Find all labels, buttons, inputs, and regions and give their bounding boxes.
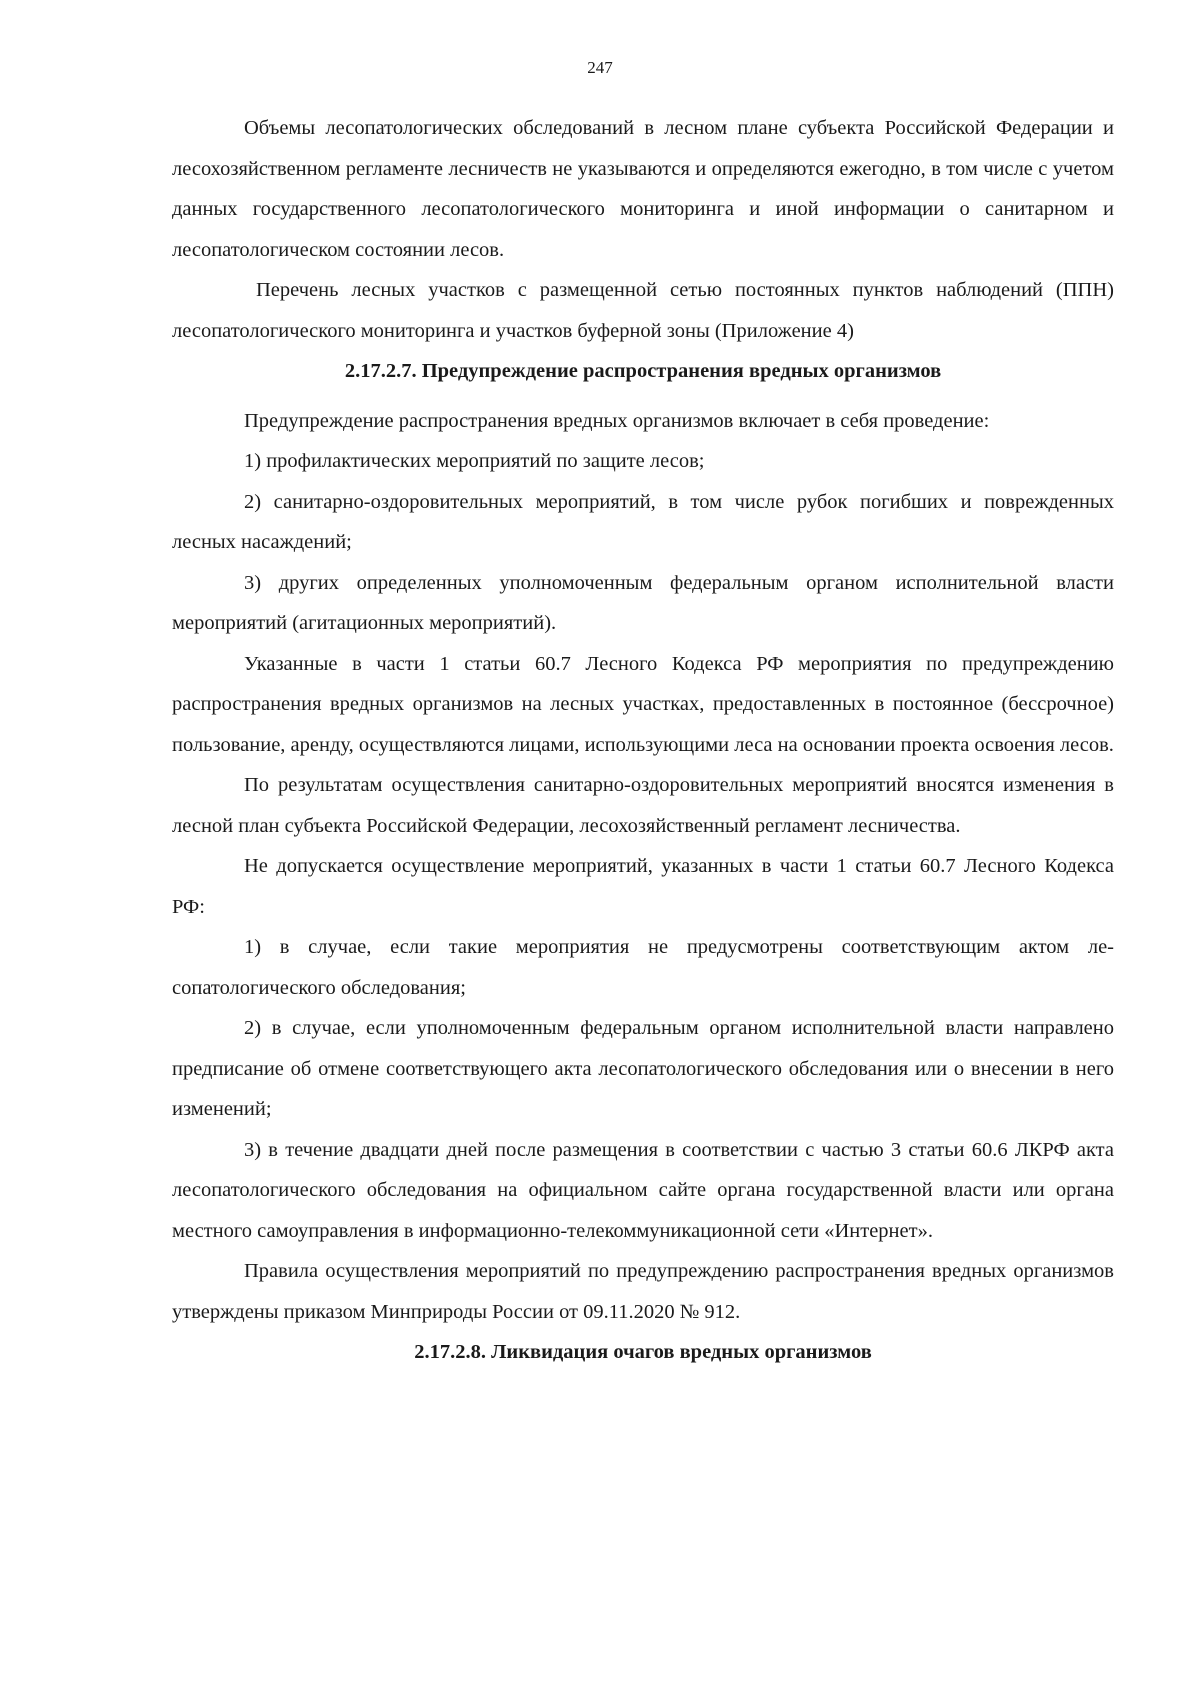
paragraph-survey-volumes: Объемы лесопатологических обследований в лесном плане субъекта Российской Федерации и лесохозяйственном регламенте лесничеств не указываются и определяются ежегодно, в том числе с учетом данных государственного лесопатологического мониторинга и иной информации о санитарном и лесопатологическом состоянии лесов. [172, 117, 1114, 261]
page-body [172, 108, 1114, 1373]
list-item-twenty-days: 3) в течение двадцати дней после размещения в соответствии с частью 3 статьи 60.6 ЛКРФ акта лесопатологического обследования на официальном сайте органа государственной власти или органа местного самоуправления в информационно-телекоммуникационной сети «Интернет». [172, 1138, 1114, 1242]
list-item-other-measures: 3) других определенных уполномоченным федеральным органом исполнительной власти мероприятий (агитационных мероприятий). [172, 571, 1114, 634]
paragraph-not-allowed: Не допускается осуществление мероприятий, указанных в части 1 статьи 60.7 Лесного Кодекса РФ: [172, 855, 1114, 918]
list-item-not-provided: 1) в случае, если такие мероприятия не предусмотрены соответствующим актом лесопатологического обследования; [172, 936, 1114, 999]
paragraph-plot-list: Перечень лесных участков с размещенной сетью постоянных пунктов наблюдений (ППН) лесопатологического мониторинга и участков буферной зоны (Приложение 4) [172, 279, 1114, 342]
list-item-preventive-measures: 1) профилактических мероприятий по защите лесов; [244, 450, 705, 472]
paragraph-plan-changes: По результатам осуществления санитарно-оздоровительных мероприятий вносятся изменения в лесной план субъекта Российской Федерации, лесохозяйственный регламент лесничества. [172, 774, 1114, 837]
section-heading-liquidation: 2.17.2.8. Ликвидация очагов вредных организмов [414, 1341, 872, 1363]
list-item-sanitary-measures: 2) санитарно-оздоровительных мероприятий, в том числе рубок погибших и поврежденных лесных насаждений; [172, 490, 1114, 553]
paragraph-prevention-intro: Предупреждение распространения вредных организмов включает в себя проведение: [244, 409, 990, 432]
page-number: 247 [587, 58, 613, 77]
paragraph-rules-approved: Правила осуществления мероприятий по предупреждению распространения вредных организмов утверждены приказом Минприроды России от 09.11.2020 № 912. [172, 1260, 1114, 1323]
paragraph-forest-code-measures: Указанные в части 1 статьи 60.7 Лесного Кодекса РФ мероприятия по предупреждению распространения вредных организмов на лесных участках, предоставленных в постоянное (бессрочное) пользование, аренду, осуществляются лицами, использующими леса на основании проекта освоения лесов. [172, 652, 1114, 756]
section-heading-prevention: 2.17.2.7. Предупреждение распространения вредных организмов [344, 360, 942, 382]
list-item-order-issued: 2) в случае, если уполномоченным федеральным органом исполнительной власти направлено предписание об отмене соответствующего акта лесопатологического обследования или о внесении в него изменений; [172, 1017, 1114, 1120]
